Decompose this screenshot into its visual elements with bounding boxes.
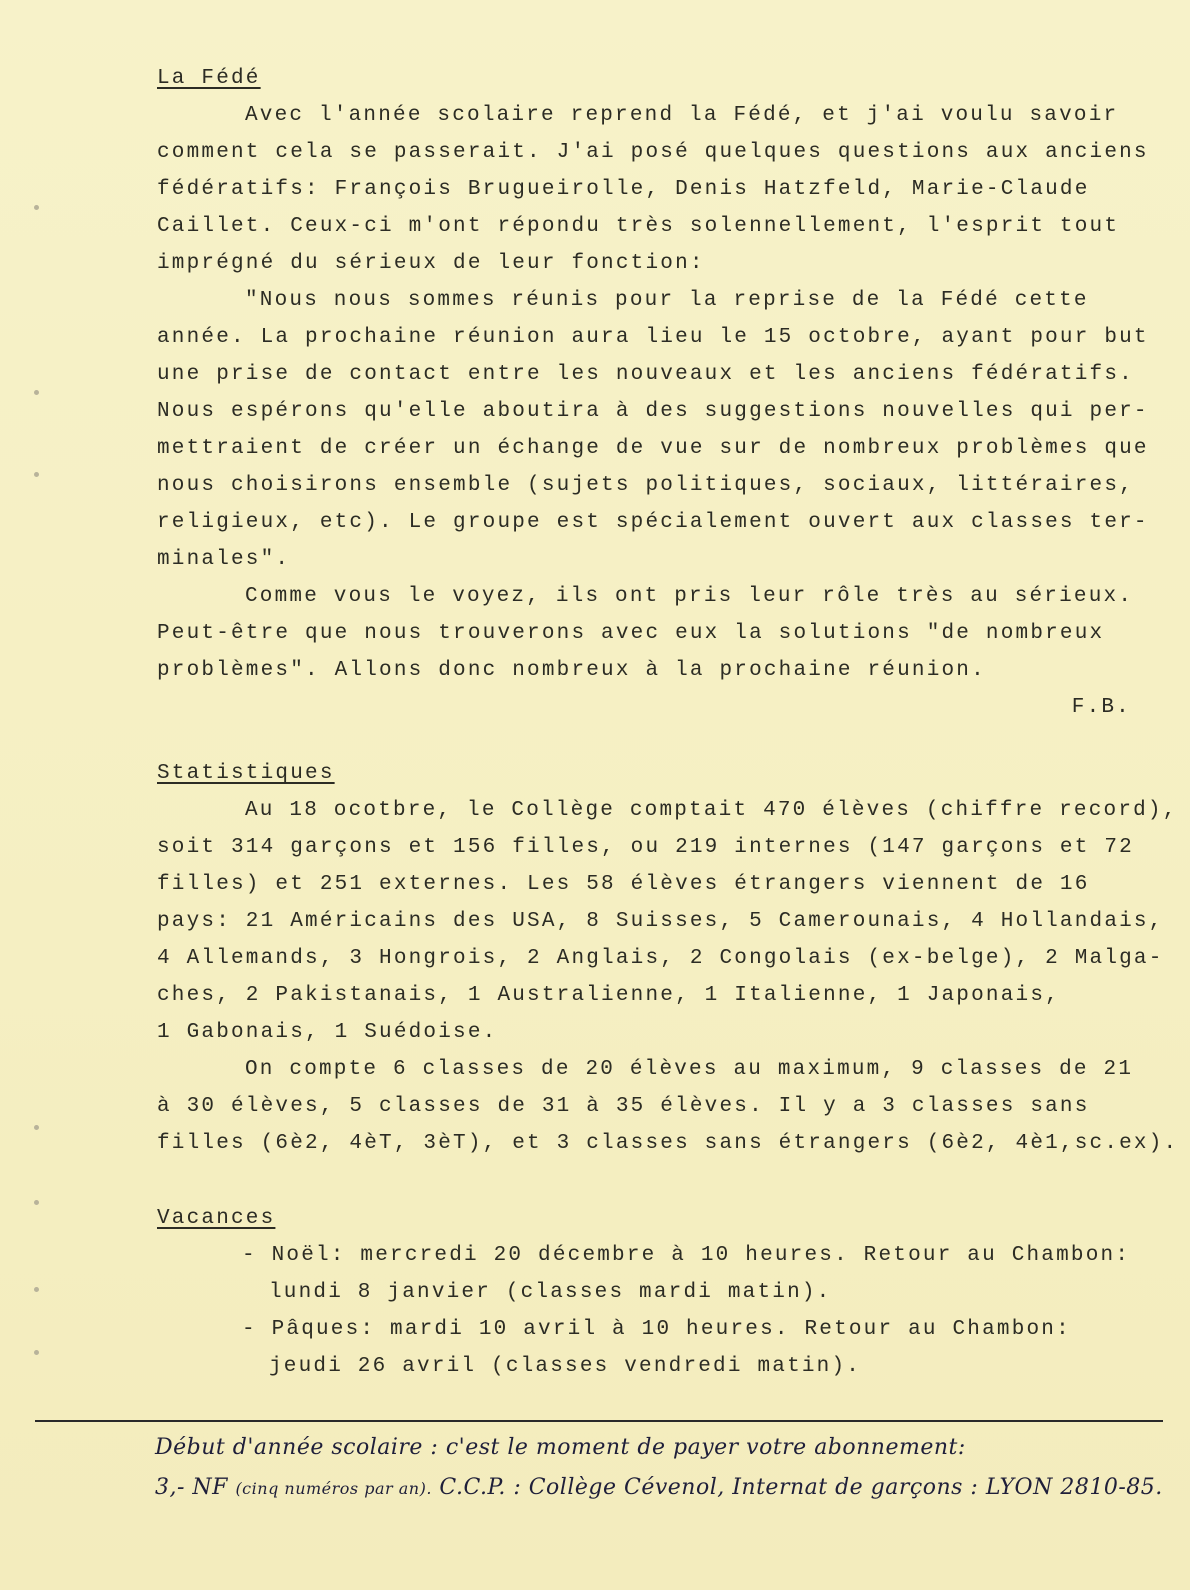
list-item-continuation: jeudi 26 avril (classes vendredi matin). xyxy=(269,1355,862,1378)
punch-mark xyxy=(34,205,39,210)
paragraph-line: 1 Gabonais, 1 Suédoise. xyxy=(157,1021,498,1044)
punch-mark xyxy=(34,1287,39,1292)
paragraph-line: ches, 2 Pakistanais, 1 Australienne, 1 Italienne, 1 Japonais, xyxy=(157,984,1060,1007)
paragraph-line: 4 Allemands, 3 Hongrois, 2 Anglais, 2 Congolais (ex-belge), 2 Malga- xyxy=(157,947,1164,970)
section-fede xyxy=(157,60,1149,726)
paragraph-line: année. La prochaine réunion aura lieu le 15 octobre, ayant pour but xyxy=(157,326,1149,349)
paragraph-line: fédératifs: François Brugueirolle, Denis Hatzfeld, Marie-Claude xyxy=(157,178,1090,201)
section-heading-vacances: Vacances xyxy=(157,1207,276,1230)
list-item-continuation: lundi 8 janvier (classes mardi matin). xyxy=(269,1281,832,1304)
signature: F.B. xyxy=(1071,696,1131,719)
paragraph-line: pays: 21 Américains des USA, 8 Suisses, 5 Camerounais, 4 Hollandais, xyxy=(157,910,1164,933)
paragraph-line: Caillet. Ceux-ci m'ont répondu très solennellement, l'esprit tout xyxy=(157,215,1120,238)
paragraph-line: Au 18 ocotbre, le Collège comptait 470 élèves (chiffre record), xyxy=(245,799,1178,822)
paragraph-line: mettraient de créer un échange de vue sur de nombreux problèmes que xyxy=(157,437,1149,460)
paragraph-line: religieux, etc). Le groupe est spécialement ouvert aux classes ter- xyxy=(157,511,1149,534)
section-vacances xyxy=(157,1200,1137,1385)
punch-mark xyxy=(34,1350,39,1355)
paragraph-line: Peut-être que nous trouverons avec eux la solutions "de nombreux xyxy=(157,622,1105,645)
paragraph-line: problèmes". Allons donc nombreux à la prochaine réunion. xyxy=(157,659,986,682)
paragraph-line: filles) et 251 externes. Les 58 élèves étrangers viennent de 16 xyxy=(157,873,1090,896)
section-heading-statistiques: Statistiques xyxy=(157,762,335,785)
punch-mark xyxy=(34,1200,39,1205)
paragraph-line: "Nous nous sommes réunis pour la reprise de la Fédé cette xyxy=(245,289,1089,312)
punch-mark xyxy=(34,472,39,477)
paragraph-line: nous choisirons ensemble (sujets politiques, sociaux, littéraires, xyxy=(157,474,1134,497)
paragraph-line: une prise de contact entre les nouveaux et les anciens fédératifs. xyxy=(157,363,1134,386)
paragraph-line: Avec l'année scolaire reprend la Fédé, et j'ai voulu savoir xyxy=(245,104,1119,127)
paragraph-line: soit 314 garçons et 156 filles, ou 219 internes (147 garçons et 72 xyxy=(157,836,1134,859)
paragraph-line: à 30 élèves, 5 classes de 31 à 35 élèves. Il y a 3 classes sans xyxy=(157,1095,1090,1118)
paragraph-line: imprégné du sérieux de leur fonction: xyxy=(157,252,705,275)
section-heading-fede: La Fédé xyxy=(157,67,261,90)
payment-details: C.C.P. : Collège Cévenol, Internat de garçons : LYON 2810-85. xyxy=(439,1475,1163,1500)
handwritten-note xyxy=(155,1428,1163,1508)
section-statistiques xyxy=(157,755,1179,1162)
paragraph-line: On compte 6 classes de 20 élèves au maximum, 9 classes de 21 xyxy=(245,1058,1134,1081)
punch-mark xyxy=(34,1125,39,1130)
punch-mark xyxy=(34,390,39,395)
list-item: - Noël: mercredi 20 décembre à 10 heures. Retour au Chambon: xyxy=(242,1244,1131,1267)
paragraph-line: Nous espérons qu'elle aboutira à des suggestions nouvelles qui per- xyxy=(157,400,1149,423)
paragraph-line: minales". xyxy=(157,548,291,571)
paragraph-line: comment cela se passerait. J'ai posé quelques questions aux anciens xyxy=(157,141,1149,164)
handwritten-line-1: Début d'année scolaire : c'est le moment de payer votre abonnement: xyxy=(155,1435,966,1460)
paragraph-line: Comme vous le voyez, ils ont pris leur rôle très au sérieux. xyxy=(245,585,1134,608)
handwritten-line-2 xyxy=(155,1468,1163,1508)
list-item: - Pâques: mardi 10 avril à 10 heures. Retour au Chambon: xyxy=(242,1318,1071,1341)
paragraph-line: filles (6è2, 4èT, 3èT), et 3 classes sans étrangers (6è2, 4è1,sc.ex). xyxy=(157,1132,1179,1155)
price: 3,- NF xyxy=(155,1475,228,1500)
issues-per-year: (cinq numéros par an). xyxy=(235,1479,432,1498)
divider-line xyxy=(35,1420,1163,1422)
